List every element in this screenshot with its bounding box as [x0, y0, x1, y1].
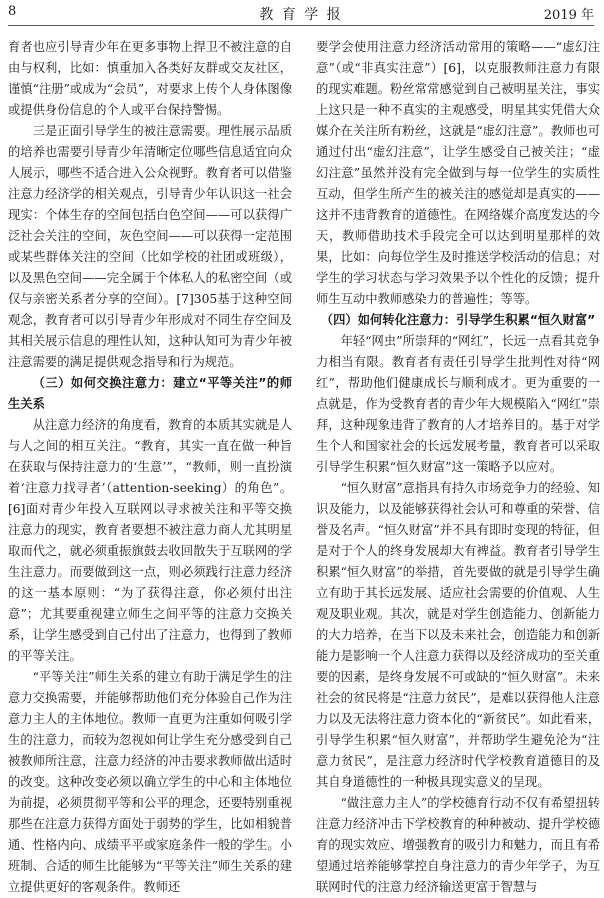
paragraph: “恒久财富”意指具有持久市场竞争力的经验、知识及能力，以及能够获得社会认可和尊重的荣誉、信誉及名声。“恒久财富”并不具有即时变现的特征，但是对于个人的终身发展却大有裨益。教育者引导学生积累“恒久财富”的举措，首先要做的就是引导学生确立有助于其长远发展、适应社会需要的价值观、人生观及职业观。其次，就是对学生创造能力、创新能力的大力培养，在当下以及未来社会，创造能力和创新能力是影响一个人注意力获得以及经济成功的至关重要的因素，是终身发展不可或缺的“恒久财富”。未来社会的贫民将是“注意力贫民”，是难以获得他人注意力以及无法将注意力资本化的“新贫民”。如此看来，引导学生积累“恒久财富”，并帮助学生避免沦为“注意力贫民”，是注意力经济时代学校教育道德目的及其自身道德性的一种极具现实意义的呈现。: [316, 481, 600, 789]
paragraph: 年轻“网虫”所崇拜的“网红”，长远一点看其竞争力相当有限。教育者有责任引导学生批判性对待“网红”，帮助他们健康成长与顺利成才。更为重要的一点就是，作为受教育者的青少年大规模陷入“网红”崇拜，这种现象违背了教育的人才培养目的。基于对学生个人和国家社会的长远发展考量，教育者可以采取引导学生积累“恒久财富”这一策略予以应对。: [316, 334, 600, 474]
paragraph: 三是正面引导学生的被注意需要。理性展示品质的培养也需要引导青少年清晰定位哪些信息适宜向众人展示，哪些不适合进入公众视野。教育者可以借鉴注意力经济学的相关观点，引导青少年认识这一社会现实：个体生存的空间包括白色空间——可以获得广泛社会关注的空间，灰色空间——可以获得一定范围或某些群体关注的空间（比如学校的社团或班级），以及黑色空间——完全属于个体私人的私密空间（或仅与亲密关系者分享的空间）。[7]305基于这种空间观念，教育者可以引导青少年形成对不同生存空间及其相关展示信息的理性认知，这种认知可为青少年被注意需要的满足提供观念指导和行为规范。: [8, 124, 292, 369]
journal-title: 教 育 学 报: [259, 7, 343, 23]
publication-year: 2019 年: [543, 8, 594, 23]
paragraph: 从注意力经济的角度看，教育的本质其实就是人与人之间的相互关注。“教育，其实一直在做一种旨在获取与保持注意力的‘生意’”，“教师，则一直扮演着‘注意力找寻者’（attention-seeking）的角色”。[6]面对青少年投入互联网以寻求被关注和平等交换注意力的现实，教育者要想不被注意力商人尤其明星取而代之，就必须重振旗鼓去收回散失于互联网的学生注意力。而要做到这一点，则必须践行注意力经济的这一基本原则：“为了获得注意，你必须付出注意”；尤其要重视建立师生之间平等的注意力交换关系，让学生感受到自己付出了注意力，也得到了教师的平等关注。: [8, 418, 292, 663]
left-column: [8, 37, 292, 898]
section-heading-3: （三）如何交换注意力：建立“平等关注”的师生关系: [8, 376, 292, 411]
page-number: 8: [8, 4, 17, 19]
paragraph-continued: 要学会使用注意力经济活动常用的策略——“虚幻注意”（或“非真实注意”）[6]，以克服教师注意力有限的现实难题。粉丝常常感觉到自己被明星关注，事实上这只是一种不真实的主观感受，明星其实凭借大众媒介在关注所有粉丝，这就是“虚幻注意”。教师也可通过付出“虚幻注意”，让学生感受自己被关注；“虚幻注意”虽然并没有完全做到与每一位学生的实质性互动，但学生所产生的被关注的感觉却是真实的——这并不违背教育的道德性。在网络媒介高度发达的今天，教师借助技术手段完全可以达到明星那样的效果，比如：向每位学生及时推送学校活动的信息；对学生的学习状态与学习效果予以个性化的反馈；提升师生互动中教师感染力的普遍性；等等。: [316, 40, 600, 306]
paragraph: “做注意力主人”的学校德育行动不仅有希望扭转注意力经济冲击下学校教育的种种被动、提升学校德育的现实效应、增强教育的吸引力和魅力，而且有希望通过培养能够掌控自身注意力的青少年学子，为互联网时代的注意力经济输送更富于智慧与: [316, 796, 600, 894]
page-header: [8, 0, 594, 26]
right-column: [316, 37, 600, 898]
paragraph: “平等关注”师生关系的建立有助于满足学生的注意力交换需要，并能够帮助他们充分体验自己作为注意力主人的主体地位。教师一直更为注重如何吸引学生的注意力，而较为忽视如何让学生充分感受到自己被教师所注意，注意力经济的冲击要求教师做出适时的改变。这种改变必须以确立学生的中心和主体地位为前提，必须贯彻平等和公平的理念，还要特别重视那些在注意力获得方面处于弱势的学生，比如相貌普通、性格内向、成绩平平或家庭条件一般的学生。小班制、合适的师生比能够为“平等关注”师生关系的建立提供更好的客观条件。教师还: [8, 670, 292, 894]
paragraph-continued: 育者也应引导青少年在更多事物上捍卫不被注意的自由与权利，比如：慎重加入各类好友群或交友社区，谨慎“注册”或成为“会员”，对要求上传个人身体图像或提供身份信息的个人或平台保持警惕。: [8, 40, 292, 117]
section-heading-4: （四）如何转化注意力：引导学生积累“恒久财富”: [320, 313, 596, 327]
